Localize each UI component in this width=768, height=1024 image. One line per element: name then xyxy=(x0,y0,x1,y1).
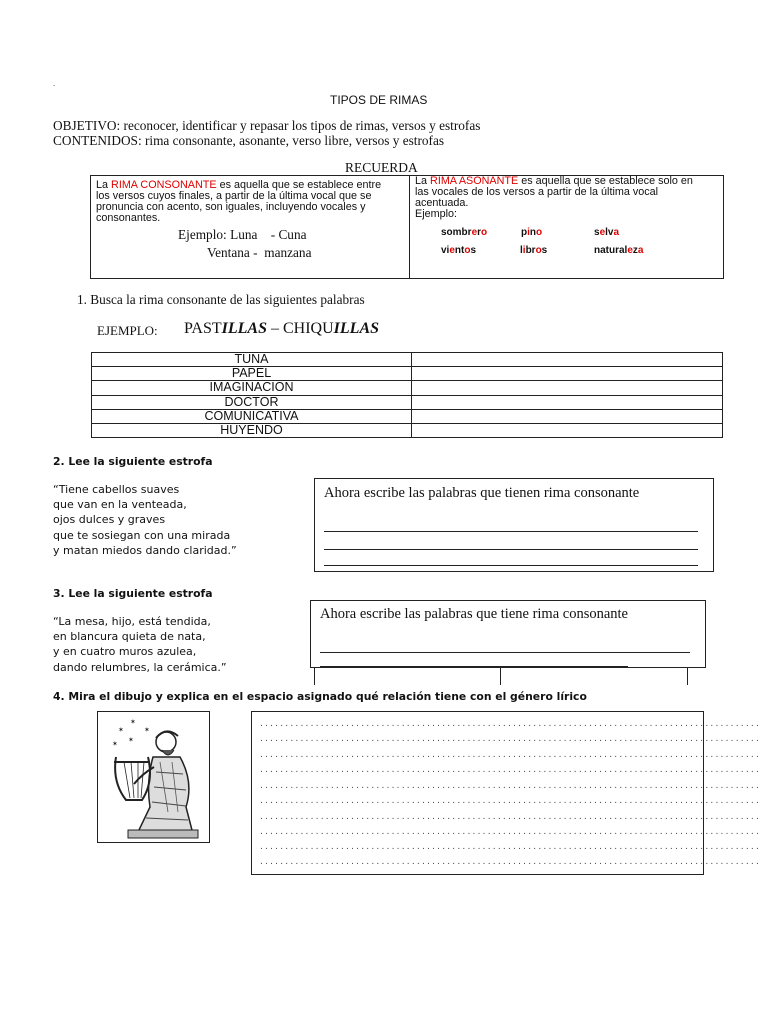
dotted-line[interactable]: ................................................................................................... xyxy=(260,827,762,837)
dotted-line[interactable]: ................................................................................................... xyxy=(260,719,762,729)
q1-example: PASTILLAS – CHIQUILLAS xyxy=(184,320,380,337)
consonante-example-2: Ventana - manzana xyxy=(207,245,312,260)
asonante-word: vientos xyxy=(441,245,477,256)
q2-title: 2. Lee la siguiente estrofa xyxy=(53,455,213,468)
objective-text: OBJETIVO: reconocer, identificar y repasar los tipos de rimas, versos y estrofas xyxy=(53,118,481,133)
verse-line: que van en la venteada, xyxy=(53,498,187,512)
q2-answer-box[interactable] xyxy=(314,478,714,572)
asonante-word: sombrero xyxy=(441,227,488,238)
dotted-line[interactable]: ................................................................................................... xyxy=(260,781,762,791)
dotted-line[interactable]: ................................................................................................... xyxy=(260,812,762,822)
lyre-player-image xyxy=(97,711,210,843)
answer-line[interactable] xyxy=(320,652,690,653)
word-cell: HUYENDO xyxy=(92,423,412,437)
page-dot: . xyxy=(53,80,56,88)
svg-text:✶: ✶ xyxy=(118,726,124,734)
verse-line: que te sosiegan con una mirada xyxy=(53,528,231,542)
dotted-line[interactable]: ................................................................................................... xyxy=(260,750,762,760)
word-cell: DOCTOR xyxy=(92,395,412,409)
q3-prompt: Ahora escribe las palabras que tiene rima consonante xyxy=(320,606,628,622)
dotted-line[interactable]: ................................................................................................... xyxy=(260,857,762,867)
dotted-line[interactable]: ................................................................................................... xyxy=(260,734,762,744)
contents-text: CONTENIDOS: rima consonante, asonante, verso libre, versos y estrofas xyxy=(53,133,445,148)
table-row xyxy=(92,423,723,437)
verse-line: y matan miedos dando claridad.” xyxy=(53,543,237,557)
word-cell: PAPEL xyxy=(92,367,412,381)
word-cell: TUNA xyxy=(92,353,412,367)
q2-prompt: Ahora escribe las palabras que tienen rima consonante xyxy=(324,485,640,501)
answer-cell[interactable] xyxy=(412,409,723,423)
verse-line: ojos dulces y graves xyxy=(53,513,166,527)
dotted-line[interactable]: ................................................................................................... xyxy=(260,796,762,806)
q3-title: 3. Lee la siguiente estrofa xyxy=(53,587,213,600)
verse-line: “La mesa, hijo, está tendida, xyxy=(53,615,211,628)
answer-cell[interactable] xyxy=(412,367,723,381)
q4-title: 4. Mira el dibujo y explica en el espacio asignado qué relación tiene con el género lírico xyxy=(53,690,587,703)
svg-text:✶: ✶ xyxy=(128,736,134,744)
consonante-example-1: Ejemplo: Luna - Cuna xyxy=(178,227,307,242)
asonante-term: RIMA ASONANTE xyxy=(430,175,519,187)
word-cell: COMUNICATIVA xyxy=(92,409,412,423)
q1-example-label: EJEMPLO: xyxy=(97,323,158,338)
verse-line: dando relumbres, la cerámica.” xyxy=(53,660,227,674)
asonante-definition: La RIMA ASONANTE es aquella que se establece solo en las vocales de los versos a partir de la última vocal acentuada. Ejemplo: xyxy=(415,175,693,220)
q2-stanza xyxy=(53,482,237,558)
consonante-term: RIMA CONSONANTE xyxy=(111,179,217,191)
q3-answer-box[interactable] xyxy=(310,600,706,668)
lyre-player-icon xyxy=(98,712,209,842)
verse-line: y en cuatro muros azulea, xyxy=(53,645,197,659)
answer-cell[interactable] xyxy=(412,423,723,437)
asonante-word: libros xyxy=(520,245,548,256)
table-row xyxy=(92,395,723,409)
asonante-word: naturaleza xyxy=(594,245,644,256)
svg-text:✶: ✶ xyxy=(144,726,150,734)
table-row xyxy=(92,367,723,381)
answer-cell[interactable] xyxy=(412,395,723,409)
answer-line[interactable] xyxy=(324,531,698,532)
answer-cell[interactable] xyxy=(412,353,723,367)
answer-line[interactable] xyxy=(324,549,698,550)
dotted-line[interactable]: ................................................................................................... xyxy=(260,765,762,775)
verse-line: en blancura quieta de nata, xyxy=(53,630,206,644)
table-row xyxy=(92,381,723,395)
asonante-word: selva xyxy=(594,227,620,238)
answer-line[interactable] xyxy=(324,565,698,566)
q1-title: 1. Busca la rima consonante de las siguientes palabras xyxy=(77,292,365,307)
table-row xyxy=(92,409,723,423)
answer-cell[interactable] xyxy=(412,381,723,395)
svg-text:✶: ✶ xyxy=(130,718,136,726)
asonante-word: pino xyxy=(521,227,543,238)
page-title: TIPOS DE RIMAS xyxy=(330,93,428,107)
q3-stanza xyxy=(53,614,227,675)
recuerda-title: RECUERDA xyxy=(345,160,418,175)
svg-text:✶: ✶ xyxy=(112,740,118,748)
table-row xyxy=(92,353,723,367)
dotted-line[interactable]: ................................................................................................... xyxy=(260,842,762,852)
q3-tick-row xyxy=(314,667,689,685)
word-cell: IMAGINACION xyxy=(92,381,412,395)
consonante-definition: La RIMA CONSONANTE es aquella que se establece entre los versos cuyos finales, a partir de la última vocal que se pronuncia con acento, son iguales, incluyendo vocales y consonantes. xyxy=(96,179,382,224)
verse-line: “Tiene cabellos suaves xyxy=(53,483,180,496)
q1-answer-table xyxy=(91,352,723,438)
